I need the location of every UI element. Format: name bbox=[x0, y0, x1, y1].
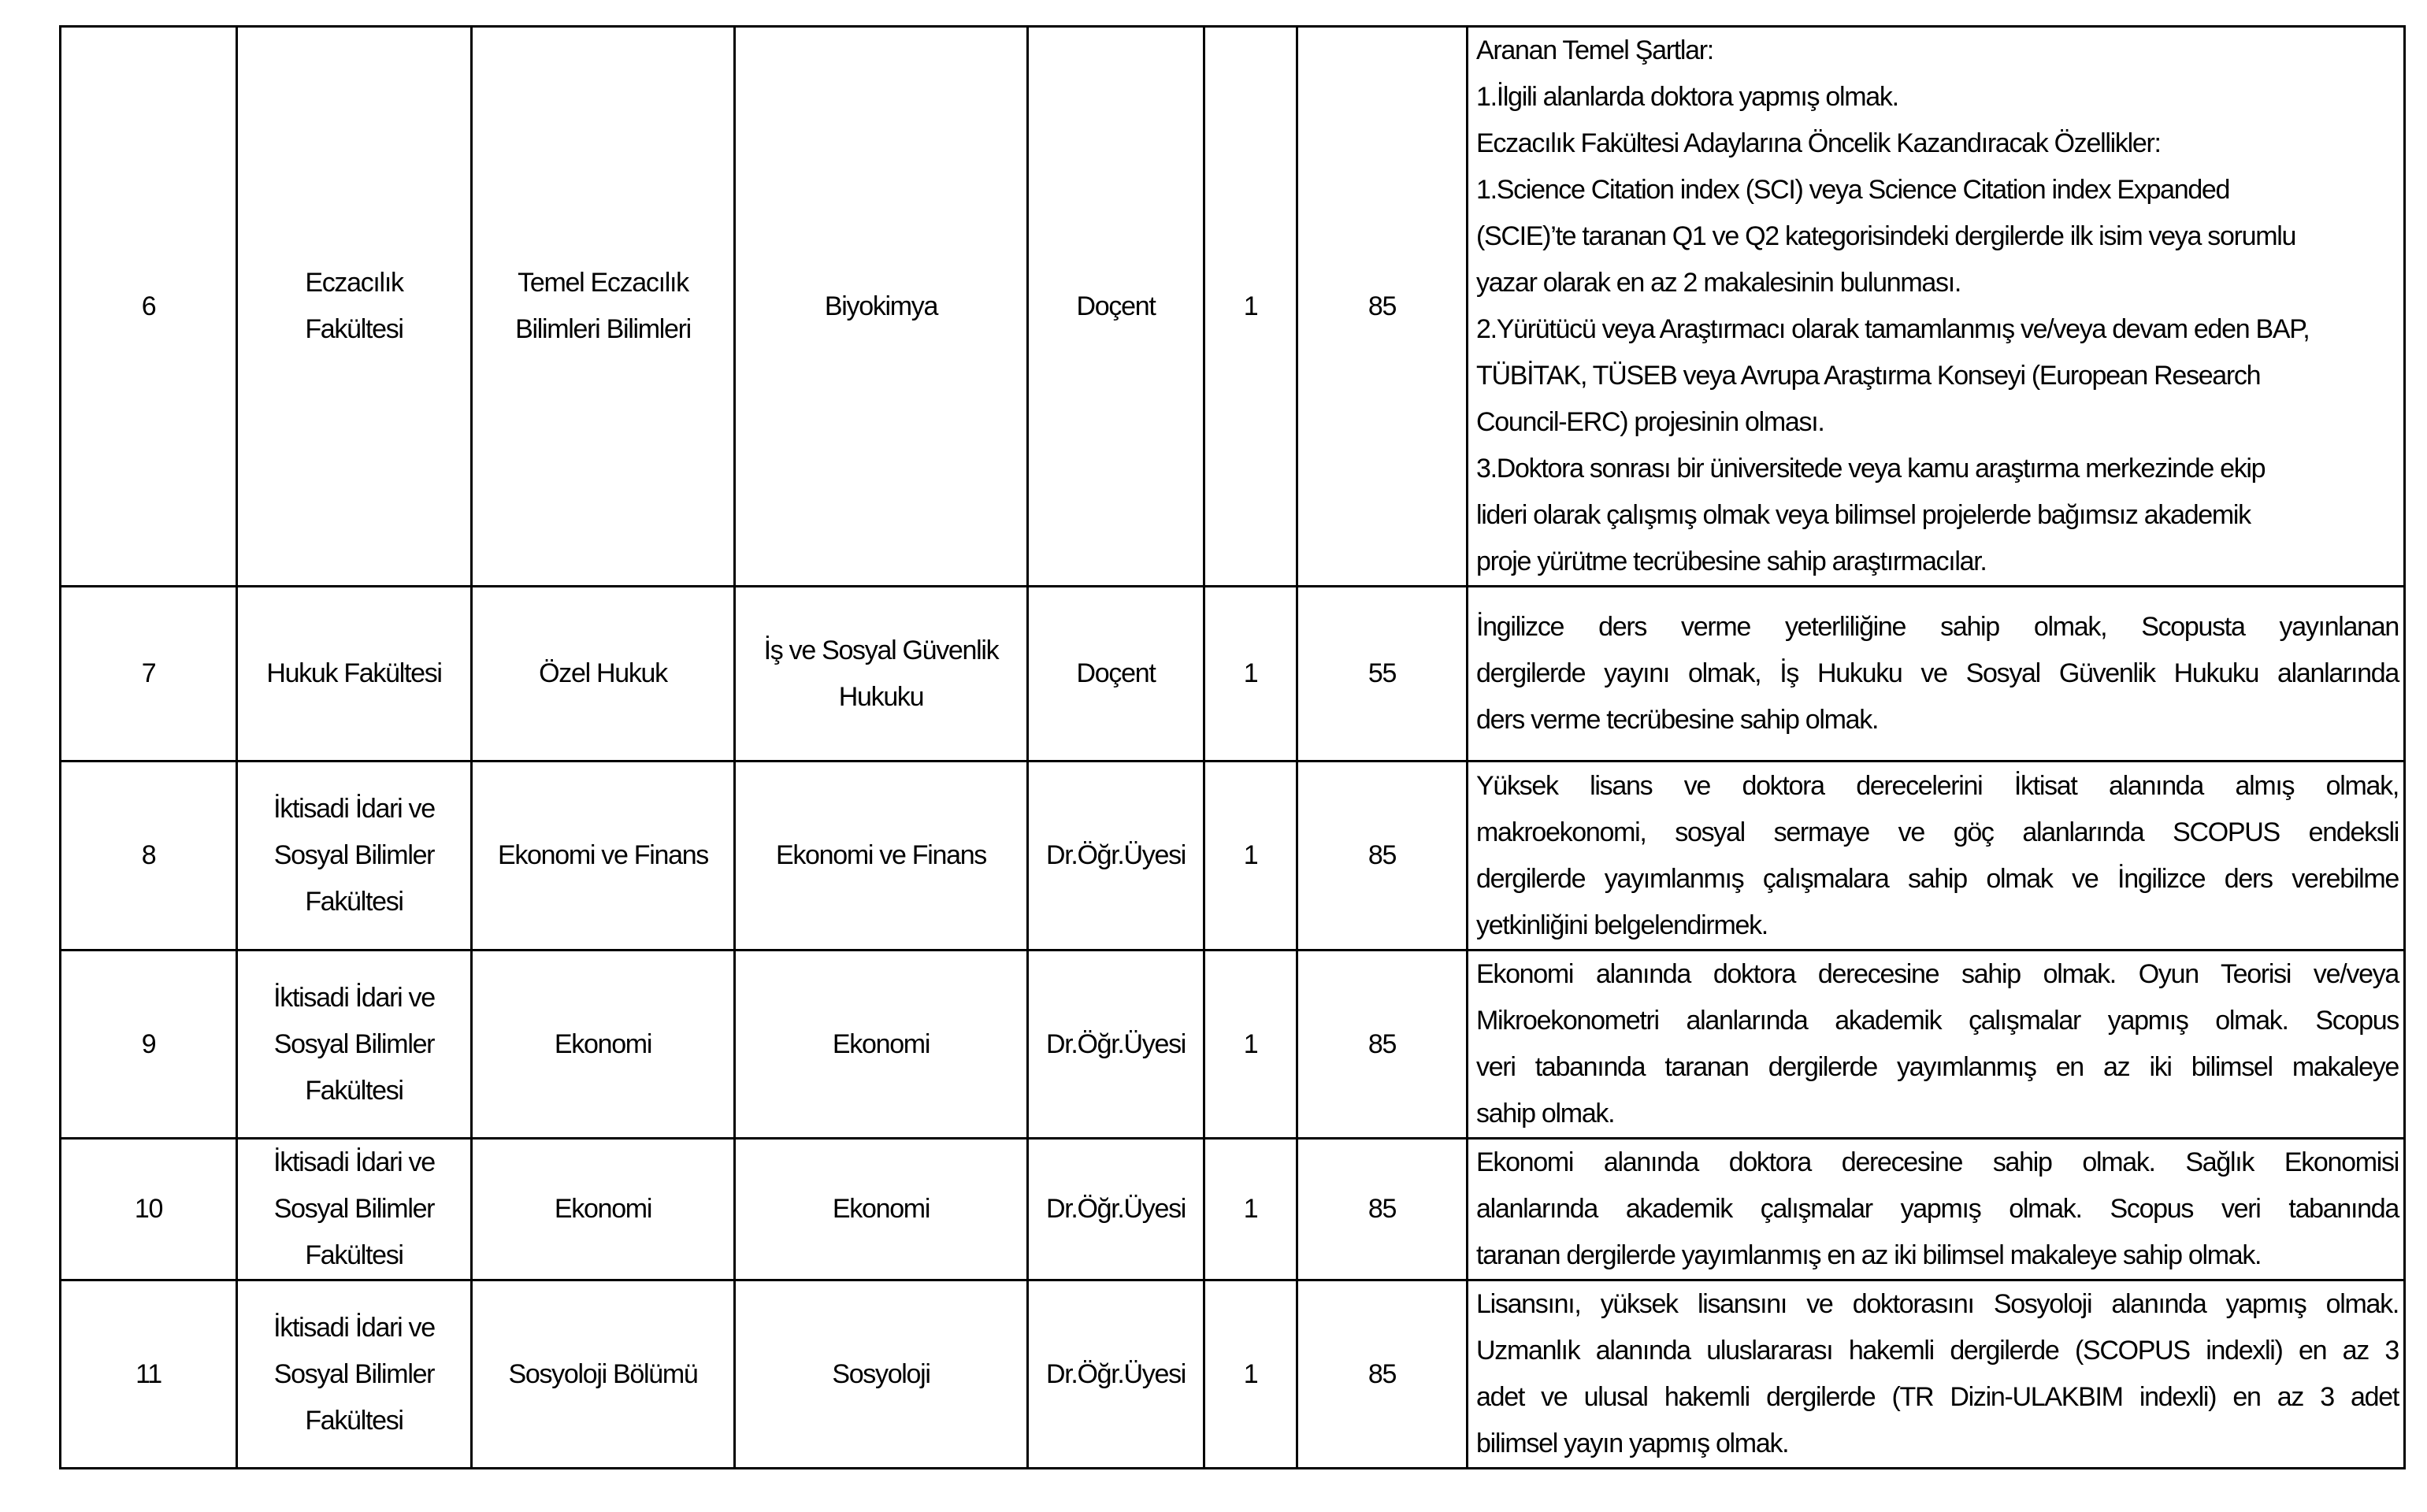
faculty-line: Sosyal Bilimler bbox=[273, 1028, 435, 1059]
field-line: Ekonomi bbox=[832, 1028, 930, 1059]
faculty-line: Sosyal Bilimler bbox=[273, 840, 435, 870]
department-line: Ekonomi bbox=[554, 1028, 652, 1059]
faculty-line: Fakültesi bbox=[305, 887, 403, 917]
field-cell bbox=[735, 27, 1028, 587]
faculty-line: Sosyal Bilimler bbox=[273, 1358, 435, 1389]
score-cell: 55 bbox=[1297, 587, 1468, 762]
department-line: Ekonomi ve Finans bbox=[497, 840, 709, 870]
requirements-line: Council-ERC) projesinin olması. bbox=[1476, 407, 1824, 437]
requirements-line: veri tabanında taranan dergilerde yayımlanmış en az iki bilimsel makaleye bbox=[1476, 1052, 2399, 1082]
positions-table bbox=[59, 25, 2406, 1469]
field-cell bbox=[735, 951, 1028, 1139]
field-cell bbox=[735, 587, 1028, 762]
requirements-line: 1.Science Citation index (SCI) veya Science Citation index Expanded bbox=[1476, 175, 2230, 205]
requirements-line: Uzmanlık alanında uluslararası hakemli dergilerde (SCOPUS indexli) en az 3 bbox=[1476, 1336, 2399, 1366]
count-cell: 1 bbox=[1204, 1139, 1297, 1280]
requirements-line: ders verme tecrübesine sahip olmak. bbox=[1476, 705, 1879, 735]
requirements-cell bbox=[1468, 587, 2405, 762]
faculty-line: İktisadi İdari ve bbox=[273, 794, 435, 824]
requirements-line: sahip olmak. bbox=[1476, 1099, 1615, 1128]
faculty-cell bbox=[237, 1139, 472, 1280]
requirements-line: dergilerde yayını olmak, İş Hukuku ve Sosyal Güvenlik Hukuku alanlarında bbox=[1476, 658, 2399, 688]
field-cell bbox=[735, 1280, 1028, 1469]
requirements-cell bbox=[1468, 1139, 2405, 1280]
department-cell bbox=[472, 1139, 735, 1280]
requirements-line: Yüksek lisans ve doktora derecelerini İktisat alanında almış olmak, bbox=[1476, 770, 2399, 801]
field-line: Hukuku bbox=[838, 681, 924, 712]
faculty-cell bbox=[237, 27, 472, 587]
department-cell bbox=[472, 587, 735, 762]
requirements-line: İngilizce ders verme yeterliliğine sahip olmak, Scopusta yayınlanan bbox=[1476, 612, 2399, 642]
requirements-line: Aranan Temel Şartlar: bbox=[1476, 35, 1713, 65]
field-line: Ekonomi bbox=[832, 1194, 930, 1224]
table-row bbox=[61, 27, 2405, 587]
title-cell: Doçent bbox=[1028, 587, 1204, 762]
department-line: Bilimleri Bilimleri bbox=[515, 314, 691, 344]
no-cell: 11 bbox=[61, 1280, 237, 1469]
count-cell: 1 bbox=[1204, 587, 1297, 762]
table-row bbox=[61, 951, 2405, 1139]
requirements-cell bbox=[1468, 951, 2405, 1139]
department-line: Ekonomi bbox=[554, 1194, 652, 1224]
requirements-line: adet ve ulusal hakemli dergilerde (TR Dizin-ULAKBIM indexli) en az 3 adet bbox=[1476, 1382, 2399, 1412]
table-row bbox=[61, 1139, 2405, 1280]
count-cell: 1 bbox=[1204, 27, 1297, 587]
score-cell: 85 bbox=[1297, 1139, 1468, 1280]
requirements-line: 2.Yürütücü veya Araştırmacı olarak tamamlanmış ve/veya devam eden BAP, bbox=[1476, 314, 2310, 344]
department-cell bbox=[472, 762, 735, 951]
faculty-line: Sosyal Bilimler bbox=[273, 1194, 435, 1224]
requirements-line: yazar olarak en az 2 makalesinin bulunması. bbox=[1476, 268, 1961, 298]
no-cell: 10 bbox=[61, 1139, 237, 1280]
faculty-line: Hukuk Fakültesi bbox=[266, 658, 442, 688]
field-cell bbox=[735, 762, 1028, 951]
faculty-line: İktisadi İdari ve bbox=[273, 1147, 435, 1177]
requirements-line: 3.Doktora sonrası bir üniversitede veya kamu araştırma merkezinde ekip bbox=[1476, 454, 2266, 484]
table-row bbox=[61, 1280, 2405, 1469]
requirements-line: Eczacılık Fakültesi Adaylarına Öncelik Kazandıracak Özellikler: bbox=[1476, 128, 2161, 158]
requirements-line: Lisansını, yüksek lisansını ve doktorasını Sosyoloji alanında yapmış olmak. bbox=[1476, 1289, 2399, 1319]
count-cell: 1 bbox=[1204, 762, 1297, 951]
field-line: Ekonomi ve Finans bbox=[775, 840, 987, 870]
faculty-cell bbox=[237, 762, 472, 951]
score-cell: 85 bbox=[1297, 762, 1468, 951]
no-cell: 7 bbox=[61, 587, 237, 762]
faculty-line: Fakültesi bbox=[305, 314, 403, 344]
table-row bbox=[61, 587, 2405, 762]
count-cell: 1 bbox=[1204, 951, 1297, 1139]
requirements-line: proje yürütme tecrübesine sahip araştırmacılar. bbox=[1476, 547, 1987, 576]
title-cell: Doçent bbox=[1028, 27, 1204, 587]
title-cell: Dr.Öğr.Üyesi bbox=[1028, 951, 1204, 1139]
faculty-line: Eczacılık bbox=[305, 268, 403, 298]
faculty-line: İktisadi İdari ve bbox=[273, 982, 435, 1013]
department-cell bbox=[472, 951, 735, 1139]
requirements-line: bilimsel yayın yapmış olmak. bbox=[1476, 1429, 1789, 1458]
requirements-line: (SCIE)’te taranan Q1 ve Q2 kategorisindeki dergilerde ilk isim veya sorumlu bbox=[1476, 221, 2296, 251]
title-cell: Dr.Öğr.Üyesi bbox=[1028, 1139, 1204, 1280]
title-cell: Dr.Öğr.Üyesi bbox=[1028, 762, 1204, 951]
score-cell: 85 bbox=[1297, 1280, 1468, 1469]
faculty-line: İktisadi İdari ve bbox=[273, 1312, 435, 1343]
requirements-line: alanlarında akademik çalışmalar yapmış olmak. Scopus veri tabanında bbox=[1476, 1194, 2399, 1224]
department-cell bbox=[472, 1280, 735, 1469]
no-cell: 6 bbox=[61, 27, 237, 587]
title-cell: Dr.Öğr.Üyesi bbox=[1028, 1280, 1204, 1469]
faculty-line: Fakültesi bbox=[305, 1240, 403, 1270]
requirements-line: Mikroekonometri alanlarında akademik çalışmalar yapmış olmak. Scopus bbox=[1476, 1006, 2399, 1036]
faculty-cell bbox=[237, 951, 472, 1139]
count-cell: 1 bbox=[1204, 1280, 1297, 1469]
requirements-cell bbox=[1468, 762, 2405, 951]
field-cell bbox=[735, 1139, 1028, 1280]
no-cell: 9 bbox=[61, 951, 237, 1139]
requirements-line: Ekonomi alanında doktora derecesine sahip olmak. Sağlık Ekonomisi bbox=[1476, 1147, 2399, 1177]
department-line: Özel Hukuk bbox=[539, 658, 667, 688]
requirements-line: TÜBİTAK, TÜSEB veya Avrupa Araştırma Konseyi (European Research bbox=[1476, 361, 2261, 391]
requirements-line: makroekonomi, sosyal sermaye ve göç alanlarında SCOPUS endeksli bbox=[1476, 817, 2399, 847]
department-cell bbox=[472, 27, 735, 587]
requirements-line: 1.İlgili alanlarda doktora yapmış olmak. bbox=[1476, 82, 1898, 112]
requirements-cell bbox=[1468, 1280, 2405, 1469]
requirements-cell bbox=[1468, 27, 2405, 587]
score-cell: 85 bbox=[1297, 951, 1468, 1139]
faculty-cell bbox=[237, 587, 472, 762]
field-line: İş ve Sosyal Güvenlik bbox=[763, 635, 999, 665]
requirements-line: lideri olarak çalışmış olmak veya bilimsel projelerde bağımsız akademik bbox=[1476, 500, 2251, 530]
field-line: Sosyoloji bbox=[832, 1358, 930, 1389]
no-cell: 8 bbox=[61, 762, 237, 951]
faculty-line: Fakültesi bbox=[305, 1405, 403, 1436]
requirements-line: Ekonomi alanında doktora derecesine sahip olmak. Oyun Teorisi ve/veya bbox=[1476, 959, 2399, 989]
requirements-line: taranan dergilerde yayımlanmış en az iki bilimsel makaleye sahip olmak. bbox=[1476, 1240, 2262, 1270]
requirements-line: dergilerde yayımlanmış çalışmalara sahip olmak ve İngilizce ders verebilme bbox=[1476, 863, 2399, 894]
table-row bbox=[61, 762, 2405, 951]
faculty-cell bbox=[237, 1280, 472, 1469]
department-line: Sosyoloji Bölümü bbox=[508, 1358, 698, 1389]
field-line: Biyokimya bbox=[824, 291, 938, 321]
department-line: Temel Eczacılık bbox=[518, 268, 688, 298]
requirements-line: yetkinliğini belgelendirmek. bbox=[1476, 910, 1768, 940]
score-cell: 85 bbox=[1297, 27, 1468, 587]
faculty-line: Fakültesi bbox=[305, 1075, 403, 1106]
